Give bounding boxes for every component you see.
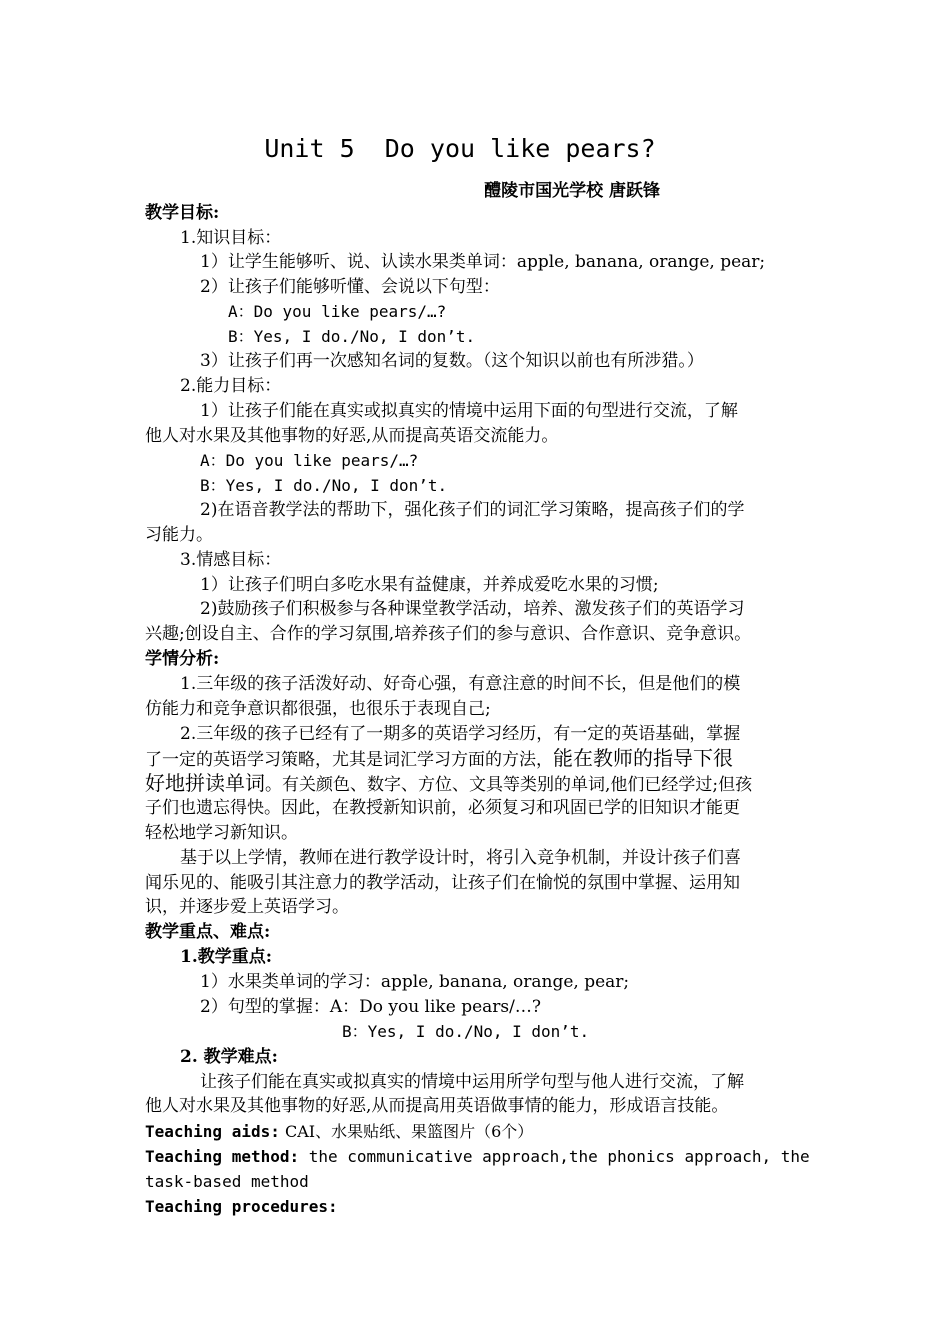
goal3-item1: 1）让孩子们明白多吃水果有益健康，并养成爱吃水果的习惯;: [200, 575, 659, 595]
key-point-2: 2）句型的掌握：A：Do you like pears/…?: [200, 997, 541, 1017]
analysis2-line2-part1: 了一定的英语学习策略，尤其是词汇学习方面的方法，: [145, 750, 553, 770]
analysis2-line3-part2: 。有关颜色、数字、方位、文具等类别的单词,他们已经学过;但孩: [265, 775, 753, 795]
document-title: Unit 5 Do you like pears?: [264, 134, 656, 163]
teaching-aids: [145, 1120, 533, 1144]
goal3-item2-line2: 兴趣;创设自主、合作的学习氛围,培养孩子们的参与意识、合作意识、竞争意识。: [145, 624, 752, 644]
difficulty-line1: 让孩子们能在真实或拟真实的情境中运用所学句型与他人进行交流，了解: [200, 1072, 744, 1092]
goal1-item2: 2）让孩子们能够听懂、会说以下句型：: [200, 277, 500, 297]
goal3-item2-line1: 2)鼓励孩子们积极参与各种课堂教学活动，培养、激发孩子们的英语学习: [200, 599, 745, 619]
goal3-heading: 3.情感目标：: [180, 550, 282, 570]
analysis3-line1: 基于以上学情，教师在进行教学设计时，将引入竞争机制，并设计孩子们喜: [180, 848, 741, 868]
goal2-sentence-b: B：Yes, I do./No, I don’t.: [200, 476, 448, 495]
goal2-item2-line2: 习能力。: [145, 525, 213, 545]
difficulty-line2: 他人对水果及其他事物的好恶,从而提高用英语做事情的能力，形成语言技能。: [145, 1096, 729, 1116]
goal1-sentence-b: B：Yes, I do./No, I don’t.: [228, 327, 476, 346]
analysis2-line2: [145, 746, 733, 772]
goal2-heading: 2.能力目标：: [180, 376, 282, 396]
key-points-heading: 1.教学重点:: [180, 947, 273, 967]
goal2-item2-line1: 2)在语音教学法的帮助下，强化孩子们的词汇学习策略，提高孩子们的学: [200, 500, 745, 520]
teaching-aids-label: Teaching aids:: [145, 1122, 280, 1141]
goal1-heading: 1.知识目标：: [180, 228, 282, 248]
goal2-sentence-a: A：Do you like pears/…?: [200, 451, 419, 470]
analysis3-line2: 闻乐见的、能吸引其注意力的教学活动，让孩子们在愉悦的氛围中掌握、运用知: [145, 873, 740, 893]
teaching-method-label: Teaching method:: [145, 1147, 300, 1166]
goal1-sentence-a: A：Do you like pears/…?: [228, 302, 447, 321]
analysis1-line2: 仿能力和竞争意识都很强，也很乐于表现自己;: [145, 699, 491, 719]
analysis2-line5: 轻松地学习新知识。: [145, 823, 298, 843]
analysis2-line4: 子们也遗忘得快。因此，在教授新知识前，必须复习和巩固已学的旧知识才能更: [145, 798, 740, 818]
section-heading-goals: 教学目标:: [145, 203, 220, 223]
goal1-item3: 3）让孩子们再一次感知名词的复数。（这个知识以前也有所涉猎。）: [200, 351, 704, 371]
teaching-aids-value: CAI、水果贴纸、果篮图片（6个）: [279, 1122, 534, 1141]
analysis2-line1: 2.三年级的孩子已经有了一期多的英语学习经历，有一定的英语基础，掌握: [180, 724, 741, 744]
goal2-item1-line1: 1）让孩子们能在真实或拟真实的情境中运用下面的句型进行交流，了解: [200, 401, 738, 421]
key-point-1: 1）水果类单词的学习：apple, banana, orange, pear;: [200, 972, 630, 992]
author-line: 醴陵市国光学校 唐跃锋: [484, 181, 660, 201]
teaching-method-cont: task-based method: [145, 1172, 309, 1191]
analysis2-line3: [145, 771, 752, 797]
analysis1-line1: 1.三年级的孩子活泼好动、好奇心强，有意注意的时间不长，但是他们的模: [180, 674, 741, 694]
teaching-method-value: the communicative approach,the phonics approach, the: [299, 1147, 810, 1166]
section-heading-key-points: 教学重点、难点:: [145, 922, 271, 942]
analysis3-line3: 识，并逐步爱上英语学习。: [145, 897, 349, 917]
section-heading-analysis: 学情分析:: [145, 649, 220, 669]
key-point-2-sentence-b: B：Yes, I do./No, I don’t.: [342, 1022, 590, 1041]
difficulty-heading: 2. 教学难点:: [180, 1047, 278, 1067]
goal1-item1: [200, 250, 765, 274]
teaching-procedures: Teaching procedures:: [145, 1197, 338, 1216]
analysis2-line3-part1: 好地拼读单词: [145, 771, 265, 795]
goal1-item1-text: 1）让学生能够听、说、认读水果类单词：apple, banana, orange, pear;: [200, 252, 766, 272]
analysis2-line2-part2: 能在教师的指导下很: [553, 746, 733, 770]
teaching-method: [145, 1145, 810, 1169]
goal2-item1-line2: 他人对水果及其他事物的好恶,从而提高英语交流能力。: [145, 426, 559, 446]
